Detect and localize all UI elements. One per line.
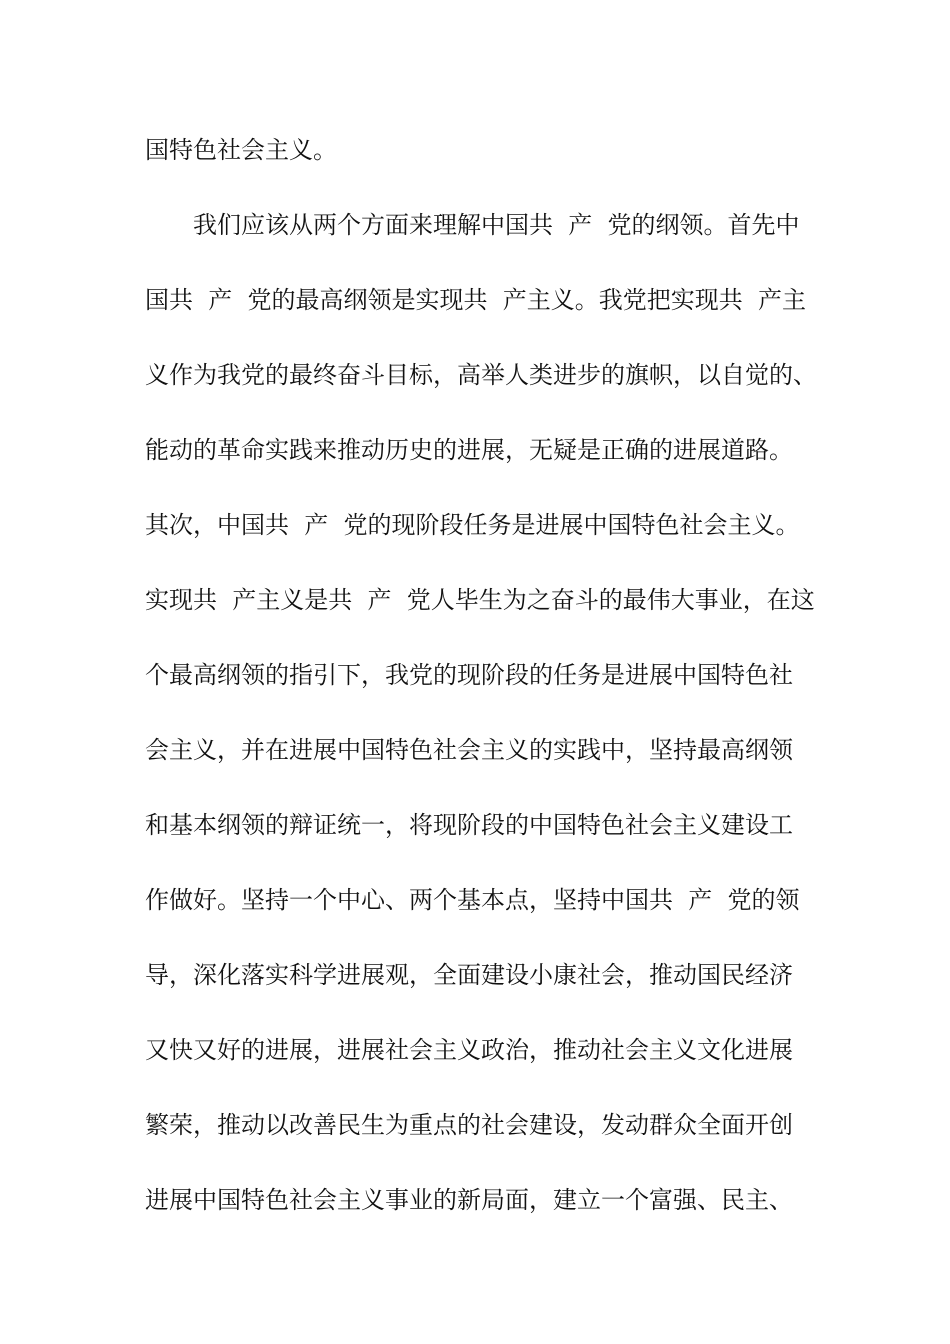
text-line: 国共 产 党的最高纲领是实现共 产主义。我党把实现共 产主 bbox=[145, 286, 807, 314]
text-line: 又快又好的进展，进展社会主义政治，推动社会主义文化进展 bbox=[145, 1036, 793, 1064]
text-line: 导，深化落实科学进展观，全面建设小康社会，推动国民经济 bbox=[145, 961, 793, 989]
text-line: 国特色社会主义。 bbox=[145, 136, 337, 164]
text-line: 和基本纲领的辩证统一，将现阶段的中国特色社会主义建设工 bbox=[145, 811, 793, 839]
text-line: 会主义，并在进展中国特色社会主义的实践中，坚持最高纲领 bbox=[145, 736, 793, 764]
text-line: 个最高纲领的指引下，我党的现阶段的任务是进展中国特色社 bbox=[145, 661, 793, 689]
text-line: 繁荣，推动以改善民生为重点的社会建设，发动群众全面开创 bbox=[145, 1111, 793, 1139]
paragraph-start-line: 我们应该从两个方面来理解中国共 产 党的纲领。首先中 bbox=[193, 211, 800, 239]
text-line: 义作为我党的最终奋斗目标，高举人类进步的旗帜，以自觉的、 bbox=[145, 361, 817, 389]
text-line: 进展中国特色社会主义事业的新局面，建立一个富强、民主、 bbox=[145, 1186, 793, 1214]
body-text bbox=[145, 128, 835, 1253]
text-line: 能动的革命实践来推动历史的进展，无疑是正确的进展道路。 bbox=[145, 436, 793, 464]
text-line: 作做好。坚持一个中心、两个基本点，坚持中国共 产 党的领 bbox=[145, 886, 800, 914]
text-line: 实现共 产主义是共 产 党人毕生为之奋斗的最伟大事业，在这 bbox=[145, 586, 815, 614]
text-line: 其次，中国共 产 党的现阶段任务是进展中国特色社会主义。 bbox=[145, 511, 800, 539]
